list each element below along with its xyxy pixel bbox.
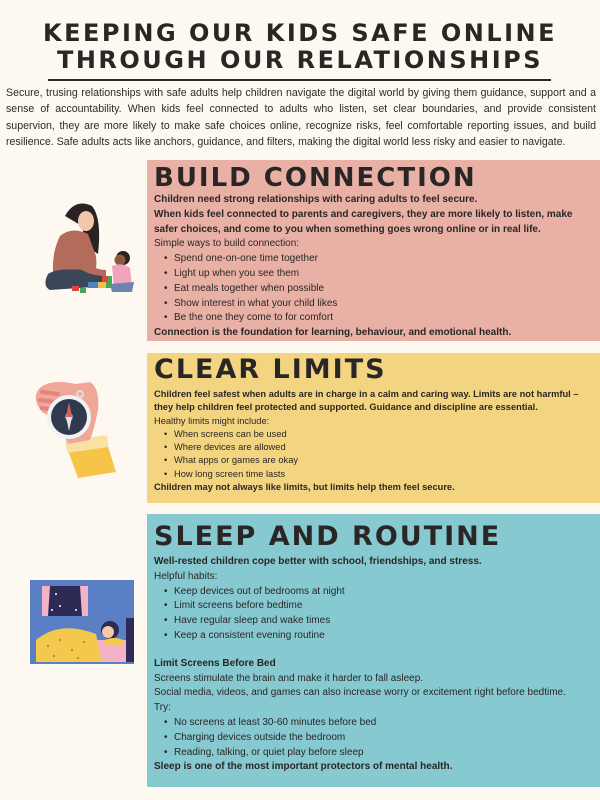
list-item: • What apps or games are okay	[164, 454, 594, 467]
child-sleeping-in-bed-icon	[30, 580, 135, 664]
connection-list-intro: Simple ways to build connection:	[154, 238, 300, 250]
list-item: • How long screen time lasts	[164, 468, 594, 481]
title-line-2: THROUGH OUR RELATIONSHIPS	[56, 46, 544, 74]
limits-closing: Children may not always like limits, but limits help them feel secure.	[154, 482, 455, 493]
build-connection-panel	[147, 160, 600, 341]
clear-limits-heading: CLEAR LIMITS	[154, 354, 387, 385]
limits-lead: Children feel safest when adults are in charge in a calm and caring way. Limits are not harmful – they help children feel protected and supported. Guidance and discipline are essential.	[154, 389, 579, 413]
try-list	[154, 716, 594, 760]
sleep-routine-panel	[147, 514, 600, 787]
hand-holding-compass-icon	[28, 370, 123, 480]
build-connection-heading: BUILD CONNECTION	[154, 163, 477, 193]
list-item: • Reading, talking, or quiet play before sleep	[164, 746, 594, 761]
list-item: • Limit screens before bedtime	[164, 599, 594, 614]
title-line-1: KEEPING OUR KIDS SAFE ONLINE	[42, 19, 558, 47]
list-item: • When screens can be used	[164, 428, 594, 441]
title-divider	[48, 79, 551, 81]
list-item: • Be the one they come to for comfort	[164, 311, 594, 326]
connection-closing: Connection is the foundation for learning, behaviour, and emotional health.	[154, 327, 512, 339]
connection-lead: Children need strong relationships with caring adults to feel secure.	[154, 194, 478, 205]
limits-list	[154, 428, 594, 481]
sleep-routine-heading: SLEEP AND ROUTINE	[154, 521, 502, 552]
list-item: • No screens at least 30-60 minutes before bed	[164, 716, 594, 731]
clear-limits-panel	[147, 353, 600, 503]
list-item: • Charging devices outside the bedroom	[164, 731, 594, 746]
list-item: • Keep devices out of bedrooms at night	[164, 585, 594, 600]
list-item: • Eat meals together when possible	[164, 282, 594, 297]
list-item: • Light up when you see them	[164, 267, 594, 282]
sleep-habits-list	[154, 585, 594, 644]
sleep-closing: Sleep is one of the most important protectors of mental health.	[154, 761, 453, 773]
parent-child-playing-blocks-icon	[20, 196, 135, 296]
list-item: • Keep a consistent evening routine	[164, 629, 594, 644]
sleep-para-2: Social media, videos, and games can also increase worry or excitement right before bedtime.	[154, 687, 566, 699]
list-item: • Where devices are allowed	[164, 441, 594, 454]
try-label: Try:	[154, 702, 171, 714]
list-item: • Show interest in what your child likes	[164, 297, 594, 312]
sleep-list-intro: Helpful habits:	[154, 570, 218, 582]
connection-body: When kids feel connected to parents and caregivers, they are more likely to listen, make safer choices, and come to you when something goes wrong online or in real life.	[154, 208, 573, 235]
limit-screens-subheading: Limit Screens Before Bed	[154, 657, 276, 669]
connection-list	[154, 252, 594, 326]
page-title	[0, 20, 600, 74]
limits-list-intro: Healthy limits might include:	[154, 415, 270, 426]
sleep-para-1: Screens stimulate the brain and make it harder to fall asleep.	[154, 672, 424, 684]
list-item: • Have regular sleep and wake times	[164, 614, 594, 629]
list-item: • Spend one-on-one time together	[164, 252, 594, 267]
sleep-lead: Well-rested children cope better with school, friendships, and stress.	[154, 556, 482, 567]
intro-paragraph: Secure, trusing relationships with safe adults help children navigate the digital world by giving them guidance, support and a sense of accountability. When kids feel connected to adults who listen, set clear boundaries, and provide consistent supervion, they are more likely to make safe choices online, recognize risks, feel comfortable reporting issues, and build resilience. Safe adults acts like anchors, guidance, and filters, making the digital world less risky and easier to navigate.	[6, 87, 596, 148]
